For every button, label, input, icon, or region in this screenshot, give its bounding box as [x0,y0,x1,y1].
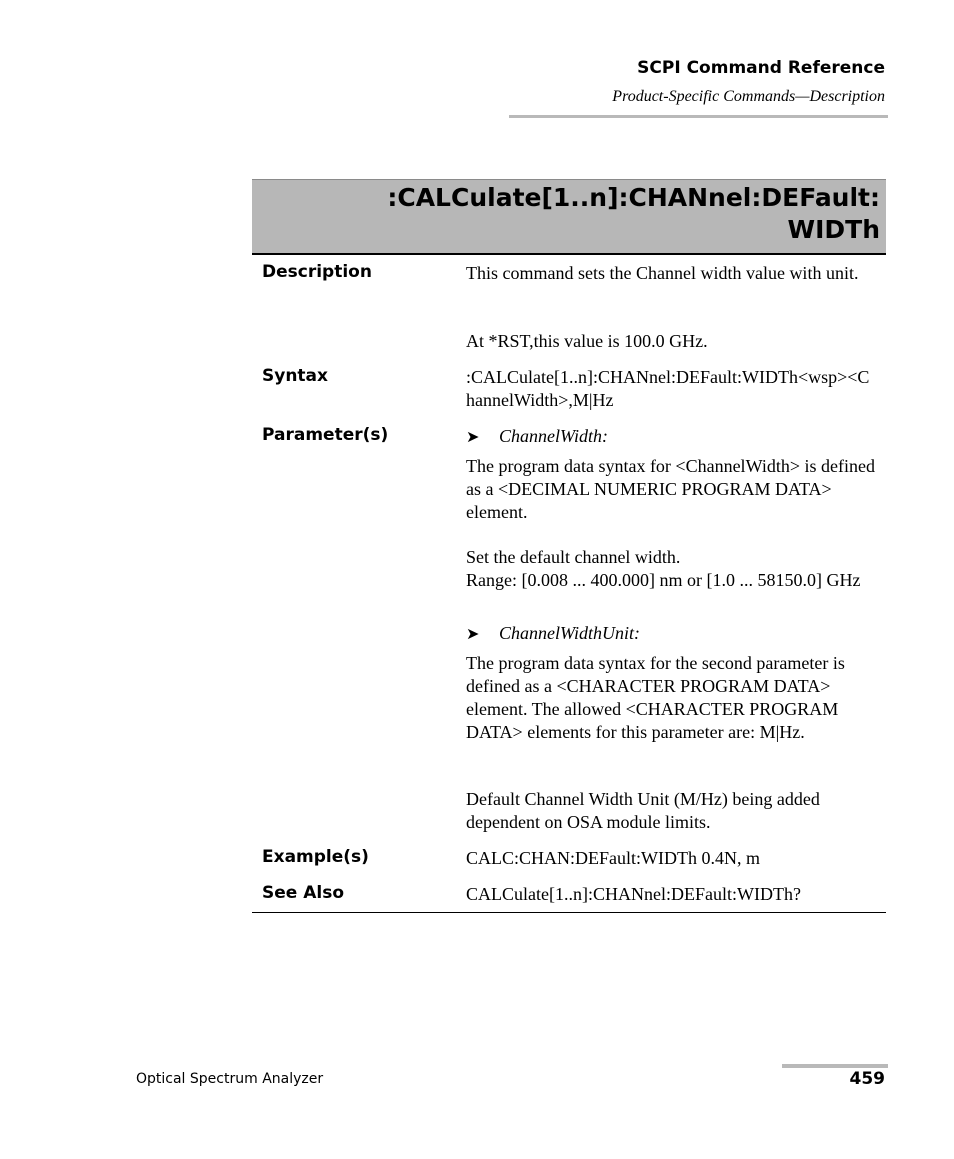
parameter-default-text: Default Channel Width Unit (M/Hz) being added dependent on OSA module limits. [466,789,820,832]
syntax-text: :CALCulate[1..n]:CHANnel:DEFault:WIDTh<wsp><ChannelWidth>,M|Hz [466,367,870,410]
description-label: Description [262,262,372,282]
description-text: This command sets the Channel width value with unit. [466,263,859,283]
command-banner [252,179,886,255]
footer-rule [782,1064,888,1068]
parameter-range-text: Range: [0.008 ... 400.000] nm or [1.0 ... 58150.0] GHz [466,570,861,590]
see-also-label: See Also [262,883,345,903]
header-rule [509,115,888,118]
see-also-text: CALCulate[1..n]:CHANnel:DEFault:WIDTh? [466,884,801,904]
page-number: 459 [849,1069,885,1089]
parameter-name: ChannelWidthUnit: [499,623,640,643]
parameters-label: Parameter(s) [262,425,389,445]
examples-text: CALC:CHAN:DEFault:WIDTh 0.4N, m [466,848,760,868]
parameter-purpose-text: Set the default channel width. [466,547,681,567]
footer-product: Optical Spectrum Analyzer [136,1071,324,1087]
syntax-label: Syntax [262,366,328,386]
parameter-item [466,622,640,645]
description-reset-text: At *RST,this value is 100.0 GHz. [466,331,708,351]
parameter-syntax-text: The program data syntax for <ChannelWidth> is defined as a <DECIMAL NUMERIC PROGRAM DATA> element. [466,456,875,522]
parameter-name: ChannelWidth: [499,426,608,446]
header-title: SCPI Command Reference [637,58,885,78]
examples-label: Example(s) [262,847,369,867]
parameter-syntax-text: The program data syntax for the second parameter is defined as a <CHARACTER PROGRAM DATA> element. The allowed <CHARACTER PROGRAM DATA> elements for this parameter are: M|Hz. [466,653,845,742]
parameter-item [466,425,608,448]
arrow-bullet-icon: ➤ [466,624,480,643]
header-subtitle: Product-Specific Commands—Description [612,88,885,105]
table-bottom-rule [252,912,886,913]
arrow-bullet-icon: ➤ [466,427,480,446]
command-title: :CALCulate[1..n]:CHANnel:DEFault: WIDTh [387,183,880,244]
